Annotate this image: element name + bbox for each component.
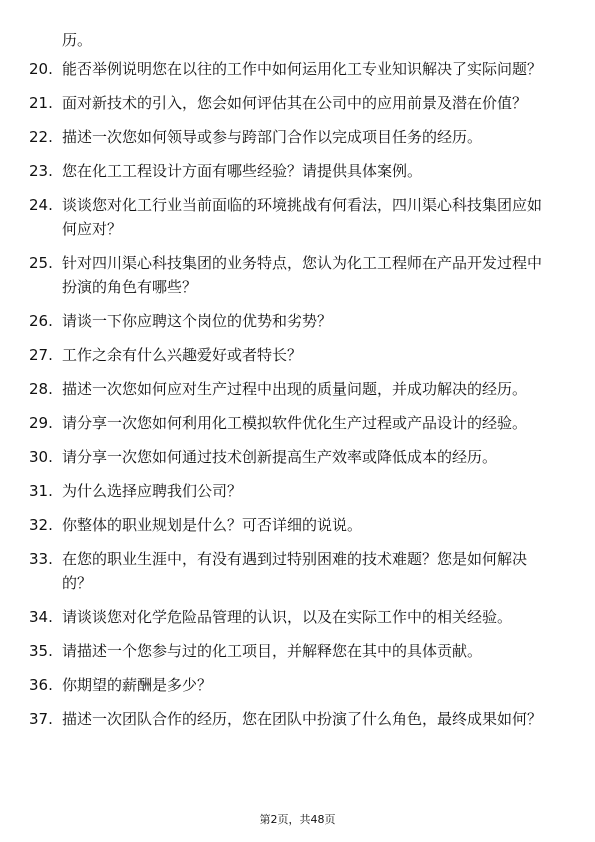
question-number: 31. <box>29 482 53 500</box>
list-item <box>0 445 595 469</box>
list-item <box>0 673 595 697</box>
continuation-text: 历。 <box>62 31 93 49</box>
list-item <box>0 547 595 595</box>
question-number: 28. <box>29 380 53 398</box>
question-text: 描述一次团队合作的经历，您在团队中扮演了什么角色，最终成果如何？ <box>62 710 543 728</box>
list-item <box>0 159 595 183</box>
question-text: 描述一次您如何领导或参与跨部门合作以完成项目任务的经历。 <box>62 128 483 146</box>
question-number: 25. <box>29 254 53 272</box>
question-number: 32. <box>29 516 53 534</box>
question-text: 请分享一次您如何利用化工模拟软件优化生产过程或产品设计的经验。 <box>62 414 528 432</box>
page-footer: 第2页，共48页 <box>259 813 336 826</box>
question-number: 24. <box>29 196 53 214</box>
list-item <box>0 57 595 81</box>
list-item <box>0 343 595 367</box>
list-item <box>0 91 595 115</box>
question-number: 34. <box>29 608 53 626</box>
question-number: 22. <box>29 128 53 146</box>
list-item <box>0 251 595 299</box>
question-number: 30. <box>29 448 53 466</box>
list-item <box>0 639 595 663</box>
question-number: 26. <box>29 312 53 330</box>
question-text: 您在化工工程设计方面有哪些经验？请提供具体案例。 <box>62 162 423 180</box>
question-text: 请谈谈您对化学危险品管理的认识，以及在实际工作中的相关经验。 <box>62 608 513 626</box>
question-number: 36. <box>29 676 53 694</box>
question-number: 35. <box>29 642 53 660</box>
list-item <box>0 193 595 241</box>
question-list <box>0 57 595 741</box>
question-number: 21. <box>29 94 53 112</box>
question-text: 请谈一下你应聘这个岗位的优势和劣势？ <box>62 312 333 330</box>
question-number: 20. <box>29 60 53 78</box>
question-text: 为什么选择应聘我们公司？ <box>62 482 243 500</box>
list-item <box>0 605 595 629</box>
list-item <box>0 411 595 435</box>
question-text: 工作之余有什么兴趣爱好或者特长？ <box>62 346 303 364</box>
question-text: 谈谈您对化工行业当前面临的环境挑战有何看法，四川渠心科技集团应如何应对？ <box>62 196 543 238</box>
question-text: 你整体的职业规划是什么？可否详细的说说。 <box>62 516 363 534</box>
question-text: 面对新技术的引入，您会如何评估其在公司中的应用前景及潜在价值？ <box>62 94 528 112</box>
list-item <box>0 707 595 731</box>
question-number: 29. <box>29 414 53 432</box>
list-item <box>0 513 595 537</box>
list-item <box>0 309 595 333</box>
question-text: 请分享一次您如何通过技术创新提高生产效率或降低成本的经历。 <box>62 448 498 466</box>
question-text: 你期望的薪酬是多少？ <box>62 676 213 694</box>
question-number: 37. <box>29 710 53 728</box>
question-text: 在您的职业生涯中，有没有遇到过特别困难的技术难题？您是如何解决的？ <box>62 550 528 592</box>
question-number: 33. <box>29 550 53 568</box>
question-text: 描述一次您如何应对生产过程中出现的质量问题，并成功解决的经历。 <box>62 380 528 398</box>
question-text: 能否举例说明您在以往的工作中如何运用化工专业知识解决了实际问题？ <box>62 60 543 78</box>
question-text: 针对四川渠心科技集团的业务特点，您认为化工工程师在产品开发过程中扮演的角色有哪些？ <box>62 254 543 296</box>
list-item <box>0 479 595 503</box>
question-number: 23. <box>29 162 53 180</box>
list-item <box>0 377 595 401</box>
question-number: 27. <box>29 346 53 364</box>
question-text: 请描述一个您参与过的化工项目，并解释您在其中的具体贡献。 <box>62 642 483 660</box>
list-item <box>0 125 595 149</box>
